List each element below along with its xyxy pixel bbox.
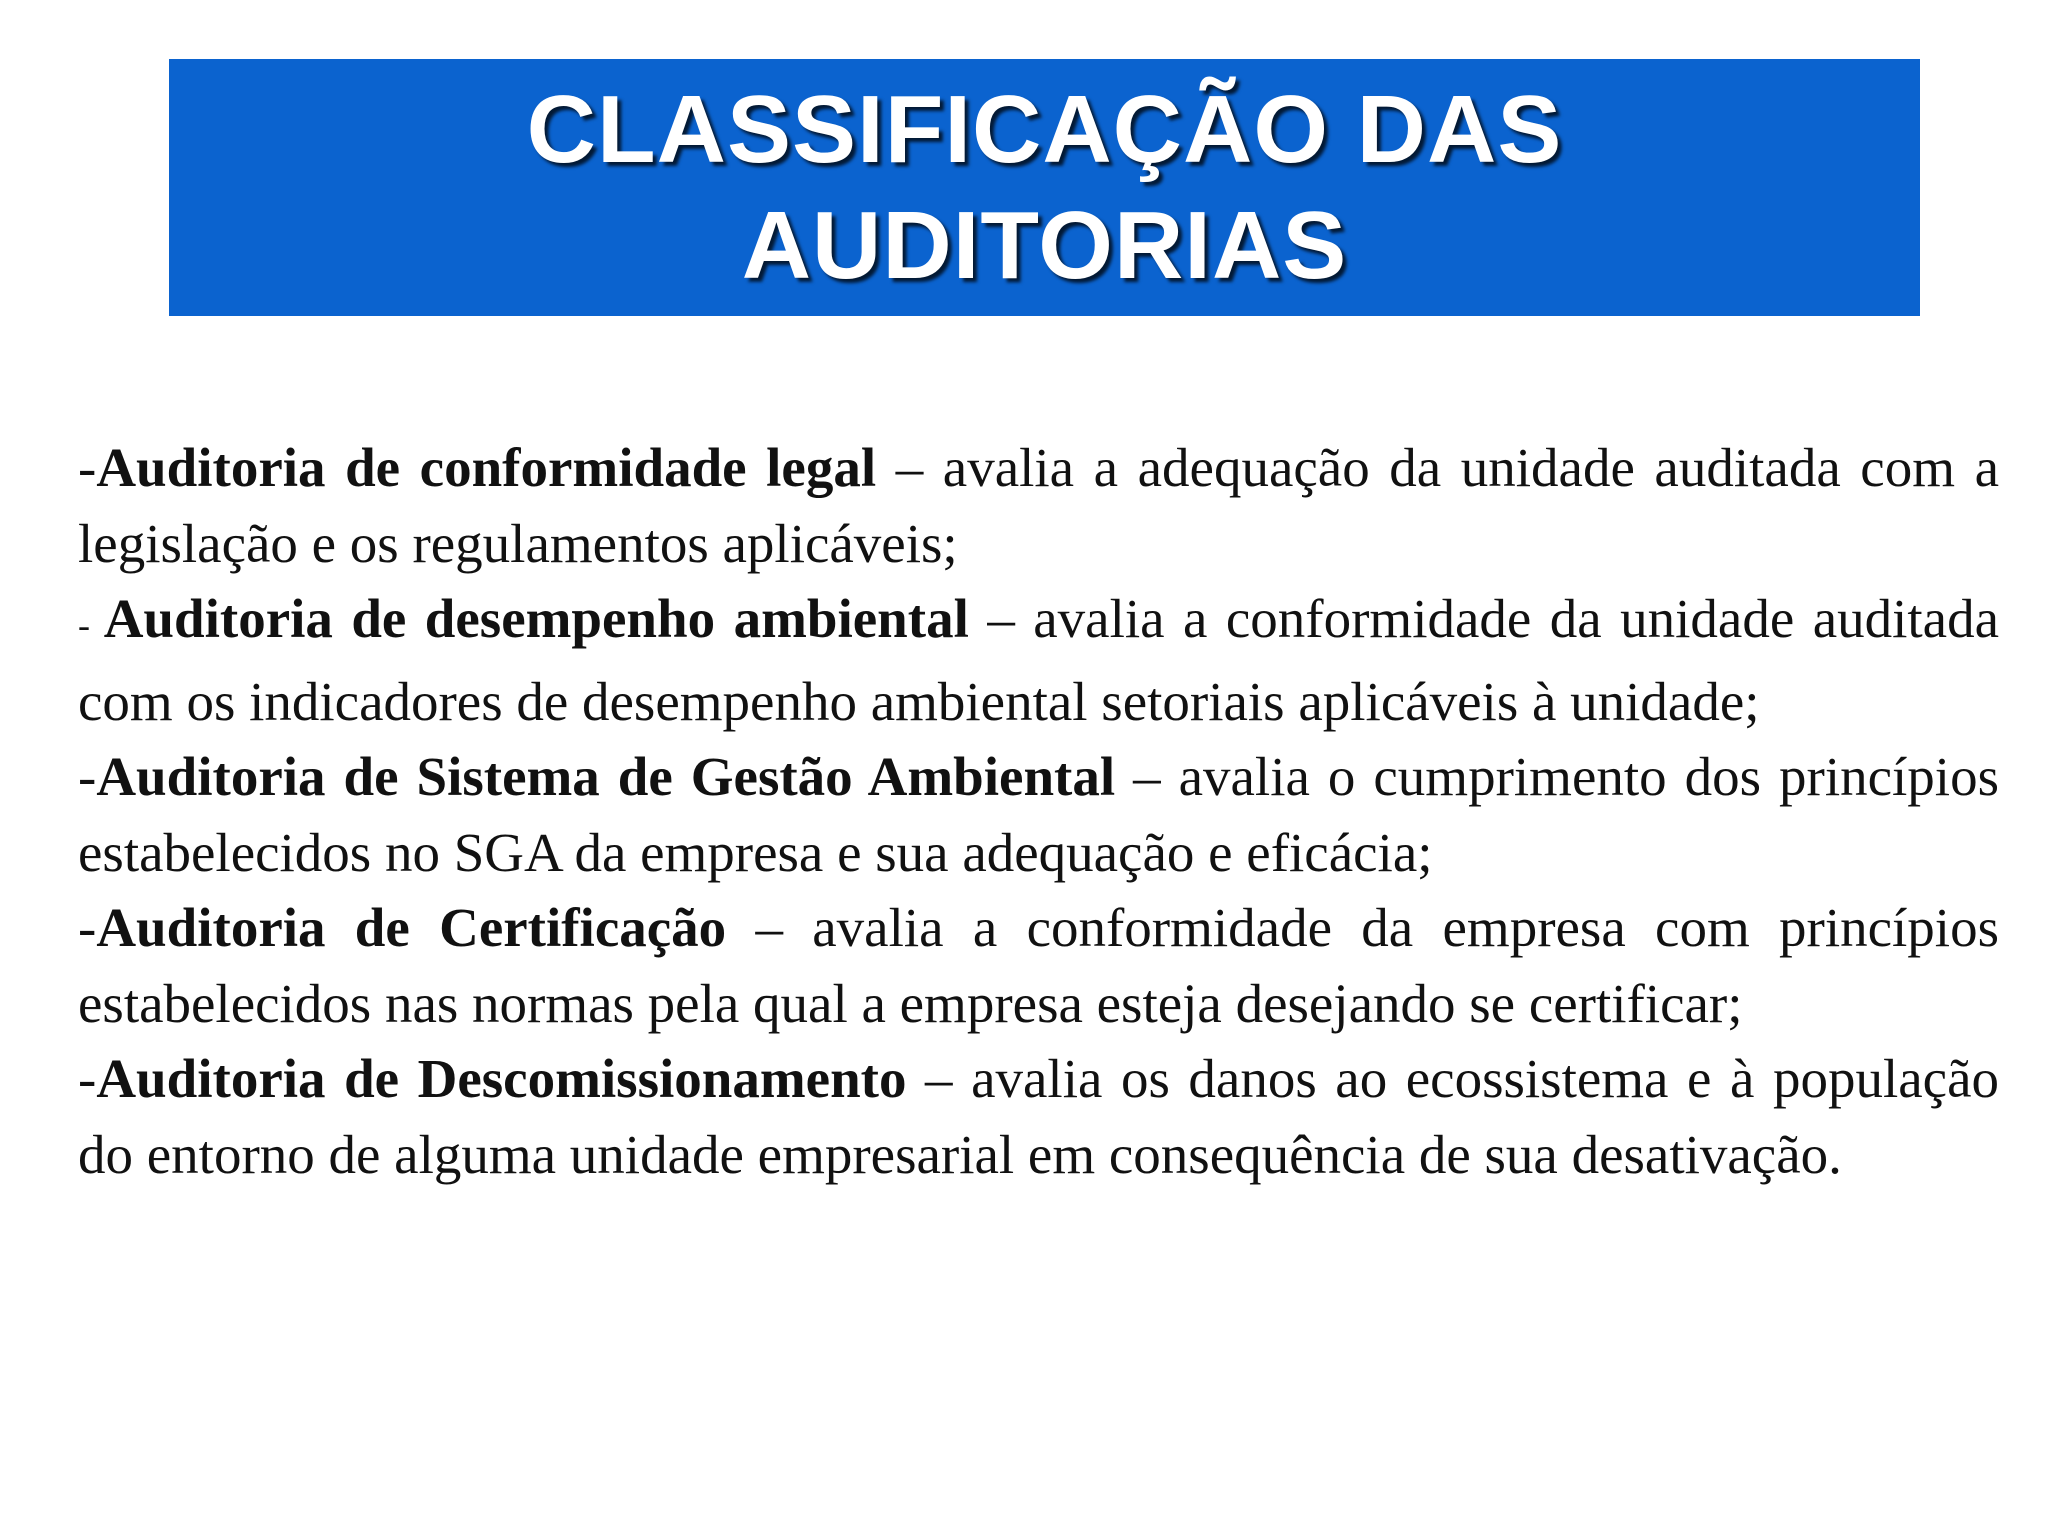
item-term: Auditoria de Descomissionamento <box>96 1048 907 1109</box>
title-banner <box>169 59 1920 316</box>
list-item-desempenho-ambiental <box>78 581 1999 739</box>
audit-classification-list <box>78 430 1999 1192</box>
item-description: – avalia a conformidade da unidade auditada com os indicadores de desempenho ambiental setoriais aplicáveis à unidade; <box>78 588 1999 732</box>
item-description: – avalia os danos ao ecossistema e à população do entorno de alguma unidade empresarial em consequência de sua desativação. <box>78 1048 1999 1185</box>
item-description: – avalia o cumprimento dos princípios estabelecidos no SGA da empresa e sua adequação e eficácia; <box>78 746 1999 883</box>
item-term: Auditoria de conformidade legal <box>96 437 877 498</box>
list-item-conformidade-legal <box>78 430 1999 581</box>
item-dash: - <box>78 1048 97 1109</box>
item-dash: - <box>78 897 97 958</box>
item-description: – avalia a conformidade da empresa com princípios estabelecidos nas normas pela qual a empresa esteja desejando se certificar; <box>78 897 1999 1034</box>
item-dash: - <box>78 746 97 807</box>
item-dash: - <box>78 605 104 645</box>
list-item-certificacao <box>78 890 1999 1041</box>
item-dash: - <box>78 437 97 498</box>
item-description: – avalia a adequação da unidade auditada com a legislação e os regulamentos aplicáveis; <box>78 437 1999 574</box>
list-item-descomissionamento <box>78 1041 1999 1192</box>
item-term: Auditoria de Certificação <box>96 897 727 958</box>
list-item-sistema-gestao-ambiental <box>78 739 1999 890</box>
item-term: Auditoria de Sistema de Gestão Ambiental <box>96 746 1116 807</box>
slide-title-line-2: AUDITORIAS <box>741 191 1348 299</box>
item-term: Auditoria de desempenho ambiental <box>103 588 969 649</box>
slide-title-line-1: CLASSIFICAÇÃO DAS <box>526 75 1563 183</box>
